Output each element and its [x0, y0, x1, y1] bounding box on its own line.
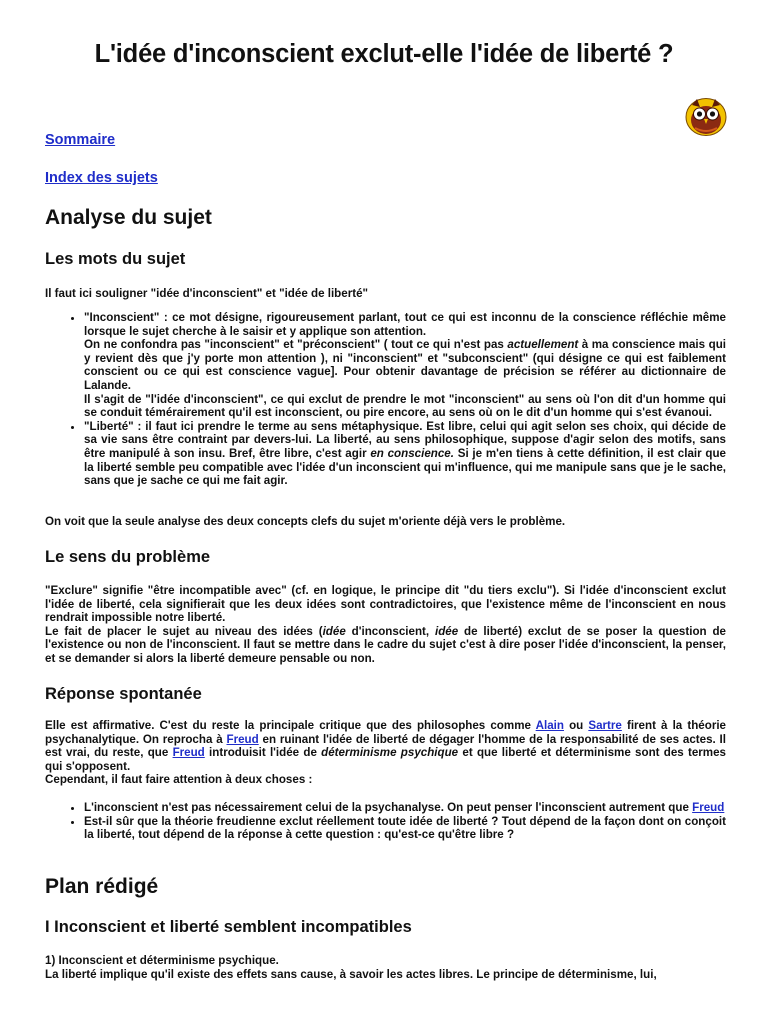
- analyse-heading: Analyse du sujet: [45, 206, 212, 229]
- freud-link[interactable]: Freud: [172, 746, 205, 760]
- index-sujets-link[interactable]: Index des sujets: [45, 170, 158, 186]
- sartre-link[interactable]: Sartre: [588, 719, 622, 732]
- part1-heading: I Inconscient et liberté semblent incompatibles: [45, 918, 412, 936]
- list-item: • Est-il sûr que la théorie freudienne exclut réellement toute idée de liberté ? Tout dépend de la façon dont on conçoit la liberté, tout dépend de la réponse à cette question : qu'est-ce qu'être libre ?: [84, 815, 726, 842]
- reponse-paragraph: Elle est affirmative. C'est du reste la principale critique que des philosophes comme Alain ou Sartre firent à la théorie psychanalytique. On reprocha à Freud en ruinant l'idée de liberté de dégager l'homme de la responsabilité de ses actes. Il est vrai, du reste, que Freud introduisit l'idée de déterminisme psychique et que liberté et déterminisme sont des termes qui s'opposent. Cependant, il faut faire attention à deux choses :: [45, 719, 727, 787]
- plan-heading: Plan rédigé: [45, 875, 159, 898]
- alain-link[interactable]: Alain: [535, 719, 564, 732]
- sommaire-link[interactable]: Sommaire: [45, 132, 116, 148]
- freud-link[interactable]: Freud: [226, 732, 259, 746]
- freud-link[interactable]: Freud: [692, 801, 725, 814]
- inconscient-sens: Il s'agit de "l'idée d'inconscient", ce qui exclut de prendre le mot "inconscient" au sens où l'on dit d'un homme qui se conduit témérairement qu'il est inconscient, ou pire encore, au sens où on le dit d'un homme qui s'est évanoui.: [84, 392, 726, 420]
- sens-paragraph: "Exclure" signifie "être incompatible avec" (cf. en logique, le principe dit "du tiers exclu"). Si l'idée d'inconscient exclut l'idée de liberté, cela signifierait que les deux idées sont contradictoires, que l'existence même de l'inconscient en nous rendrait impossible notre liberté. Le fait de placer le sujet au niveau des idées (idée d'inconscient, idée de liberté) exclut de se poser la question de l'existence ou non de l'inconscient. Il faut se mettre dans le cadre du sujet c'est à dire poser l'idée d'inconscient, la penser, et se demander si alors la liberté demeure pensable ou non.: [45, 584, 726, 665]
- inconscient-definition: • "Inconscient" : ce mot désigne, rigoureusement parlant, tout ce qui est inconnu de la conscience réfléchie même lorsque le sujet cherche à le saisir et y applique son attention.: [84, 311, 726, 338]
- page-title: L'idée d'inconscient exclut-elle l'idée de liberté ?: [94, 40, 674, 68]
- reponse-list: [45, 801, 726, 842]
- mots-intro: Il faut ici souligner "idée d'inconscient" et "idée de liberté": [45, 287, 369, 300]
- mots-heading: Les mots du sujet: [45, 250, 186, 268]
- plan-paragraph: 1) Inconscient et déterminisme psychique. La liberté implique qu'il existe des effets sans cause, à savoir les actes libres. Le principe de déterminisme, lui,: [45, 954, 657, 981]
- reponse-heading: Réponse spontanée: [45, 685, 202, 703]
- list-item-inconscient: [84, 311, 726, 420]
- owl-logo-icon: [685, 96, 727, 136]
- list-item-liberte: • "Liberté" : il faut ici prendre le terme au sens métaphysique. Est libre, celui qui agit selon ses choix, qui décide de sa vie sans être contraint par devers-lui. La liberté, au sens philosophique, suppose d'agir selon des motifs, sans être manipulé à son insu. Bref, être libre, c'est agir en conscience. Si je m'en tiens à cette définition, il est clair que la liberté semble peu compatible avec l'idée d'un inconscient qui m'influence, qui me manipule sans que je le sache, sans que je sache ce qui me fait agir.: [84, 420, 726, 488]
- list-item: • L'inconscient n'est pas nécessairement celui de la psychanalyse. On peut penser l'inconscient autrement que Freud: [84, 801, 726, 815]
- inconscient-distinction: On ne confondra pas "inconscient" et "préconscient" ( tout ce qui n'est pas actuellement à ma conscience mais qui y revient dès que j'y porte mon attention ), ni "inconscient" et "subconscient" (qui désigne ce qui est faiblement conscient ou ce qui est conscience vague]. Pour obtenir davantage de précision se référer au dictionnaire de Lalande.: [84, 338, 726, 392]
- mots-list: [45, 311, 726, 488]
- mots-conclusion: On voit que la seule analyse des deux concepts clefs du sujet m'oriente déjà vers le problème.: [45, 515, 566, 528]
- sens-heading: Le sens du problème: [45, 548, 211, 566]
